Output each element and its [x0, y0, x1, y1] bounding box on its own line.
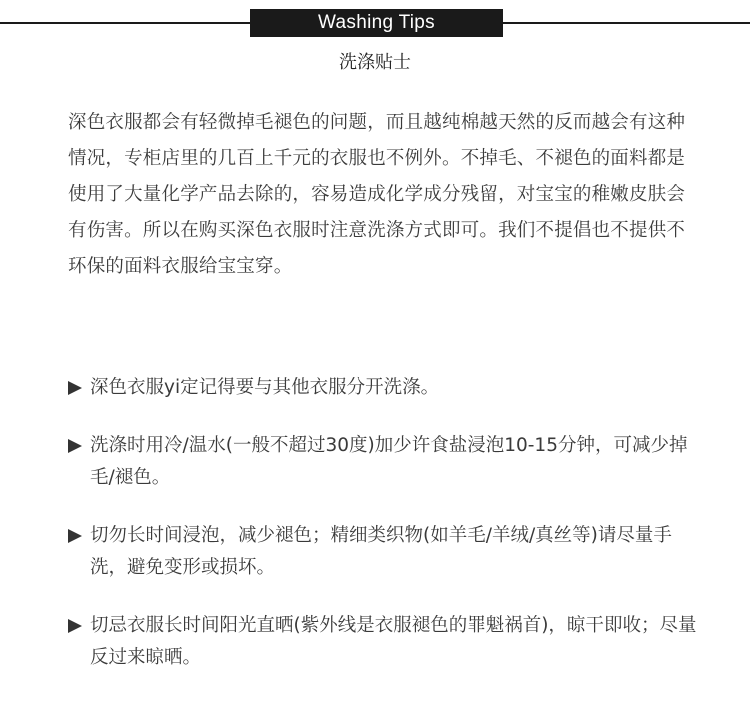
tip-text: 切忌衣服长时间阳光直晒(紫外线是衣服褪色的罪魁祸首)，晾干即收；尽量反过来晾晒。	[90, 615, 697, 668]
tips-list	[68, 372, 708, 700]
tip-item	[68, 610, 708, 674]
triangle-bullet-icon	[68, 439, 82, 453]
tip-text: 洗涤时用冷/温水(一般不超过30度)加少许食盐浸泡10-15分钟，可减少掉毛/褪色。	[90, 435, 688, 488]
header-rule-left	[0, 22, 250, 24]
header-title-cn: 洗涤贴士	[339, 52, 411, 73]
section-header	[0, 9, 750, 37]
header-title-en: Washing Tips	[250, 9, 503, 37]
triangle-bullet-icon	[68, 381, 82, 395]
intro-paragraph: 深色衣服都会有轻微掉毛褪色的问题，而且越纯棉越天然的反而越会有这种情况，专柜店里的几百上千元的衣服也不例外。不掉毛、不褪色的面料都是使用了大量化学产品去除的，容易造成化学成分残留，对宝宝的稚嫩皮肤会有伤害。所以在购买深色衣服时注意洗涤方式即可。我们不提倡也不提供不环保的面料衣服给宝宝穿。	[68, 112, 686, 277]
tip-text: 深色衣服yi定记得要与其他衣服分开洗涤。	[90, 377, 440, 398]
triangle-bullet-icon	[68, 619, 82, 633]
triangle-bullet-icon	[68, 529, 82, 543]
tip-item	[68, 430, 708, 494]
tip-text: 切勿长时间浸泡，减少褪色；精细类织物(如羊毛/羊绒/真丝等)请尽量手洗，避免变形或损坏。	[90, 525, 672, 578]
header-rule-right	[503, 22, 750, 24]
tip-item	[68, 372, 708, 404]
tip-item	[68, 520, 708, 584]
